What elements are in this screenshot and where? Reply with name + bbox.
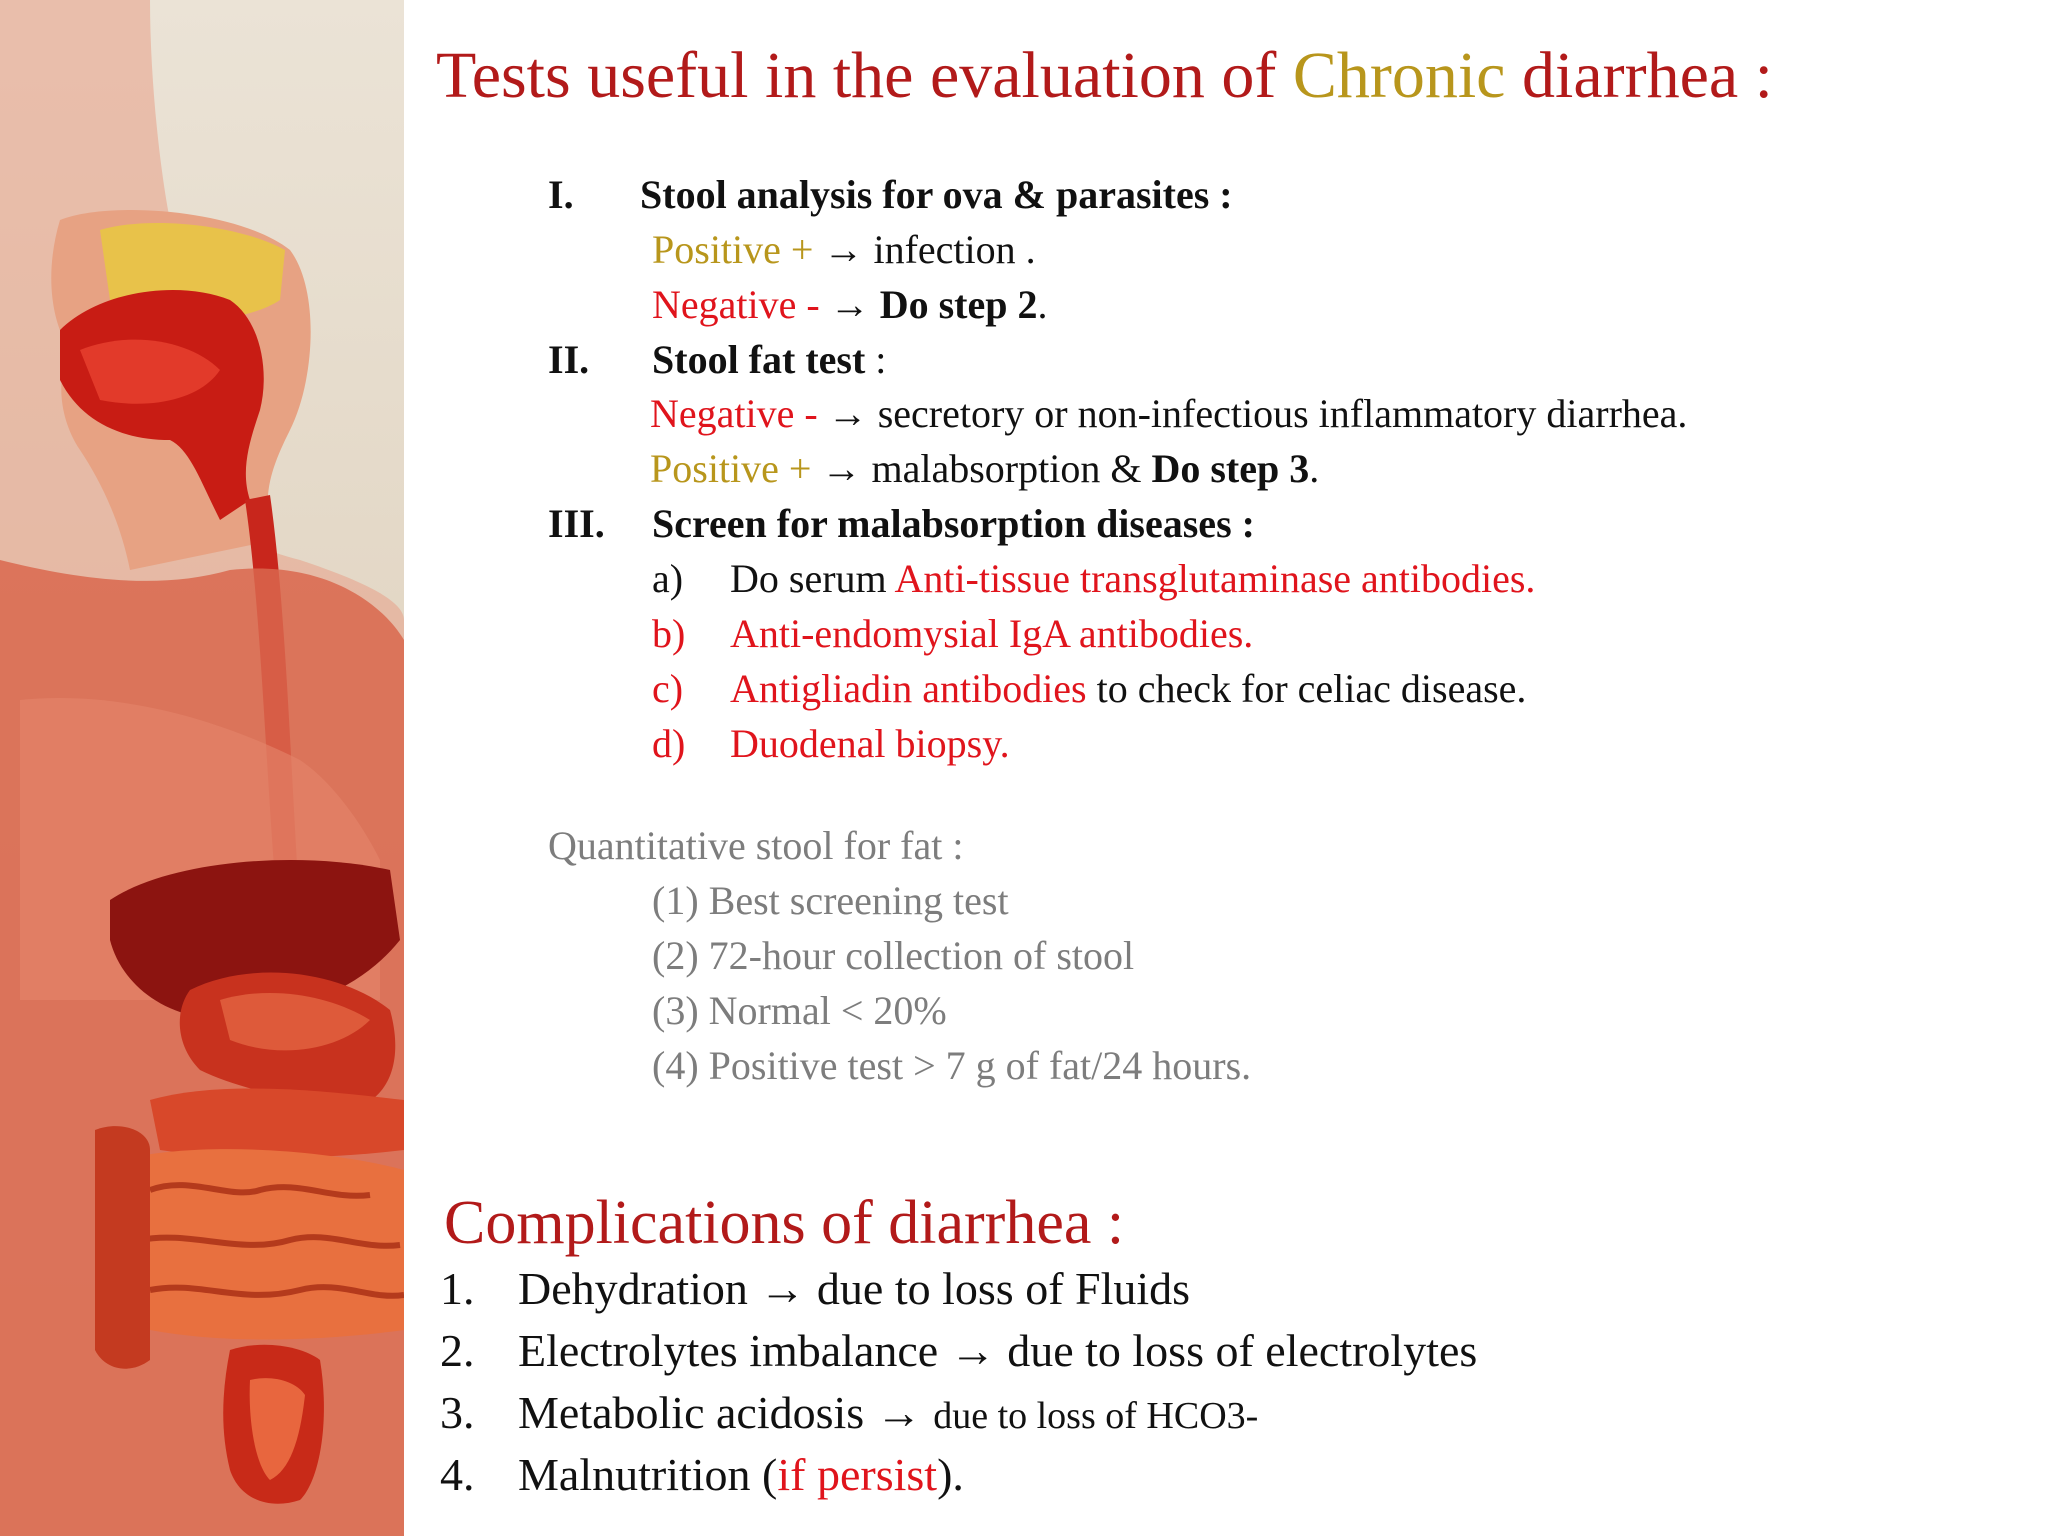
list-letter: c) — [652, 666, 684, 711]
step-numeral: III. — [548, 501, 605, 546]
page-title: Tests useful in the evaluation of Chronic diarrhea : — [436, 39, 1773, 112]
list-letter: b) — [652, 611, 686, 656]
quantitative-item: (3) Normal < 20% — [652, 988, 947, 1033]
step-heading: Screen for malabsorption diseases : — [652, 501, 1255, 546]
step-result: Negative - → secretory or non-infectious inflammatory diarrhea. — [650, 391, 1688, 436]
quantitative-item: (4) Positive test > 7 g of fat/24 hours. — [652, 1043, 1252, 1088]
quantitative-item: (2) 72-hour collection of stool — [652, 933, 1135, 978]
quantitative-heading: Quantitative stool for fat : — [548, 823, 964, 868]
digestive-system-illustration — [0, 0, 404, 1536]
complication-item: Malnutrition (if persist). — [518, 1449, 964, 1500]
complication-number: 4. — [440, 1449, 475, 1500]
complication-item: Electrolytes imbalance → due to loss of electrolytes — [518, 1325, 1478, 1376]
complication-number: 1. — [440, 1263, 475, 1314]
complication-item: Metabolic acidosis → due to loss of HCO3- — [518, 1387, 1259, 1438]
quantitative-item: (1) Best screening test — [652, 878, 1009, 923]
step-heading: Stool fat test : — [652, 337, 887, 382]
complication-number: 3. — [440, 1387, 475, 1438]
list-item: Duodenal biopsy. — [730, 721, 1010, 766]
step-result: Negative - → Do step 2. — [652, 282, 1048, 327]
complications-title: Complications of diarrhea : — [444, 1189, 1125, 1257]
digestive-system-anatomy-icon — [0, 0, 404, 1536]
complication-item: Dehydration → due to loss of Fluids — [518, 1263, 1191, 1314]
step-numeral: II. — [548, 337, 590, 382]
list-item: Antigliadin antibodies to check for celiac disease. — [730, 666, 1527, 711]
complication-number: 2. — [440, 1325, 475, 1376]
step-result: Positive + → malabsorption & Do step 3. — [650, 446, 1320, 491]
step-result: Positive + → infection . — [652, 227, 1036, 272]
step-heading: Stool analysis for ova & parasites : — [640, 172, 1233, 217]
list-item: Do serum Anti-tissue transglutaminase antibodies. — [730, 556, 1536, 601]
list-item: Anti-endomysial IgA antibodies. — [730, 611, 1254, 656]
step-numeral: I. — [548, 172, 574, 217]
list-letter: d) — [652, 721, 686, 766]
list-letter: a) — [652, 556, 684, 601]
